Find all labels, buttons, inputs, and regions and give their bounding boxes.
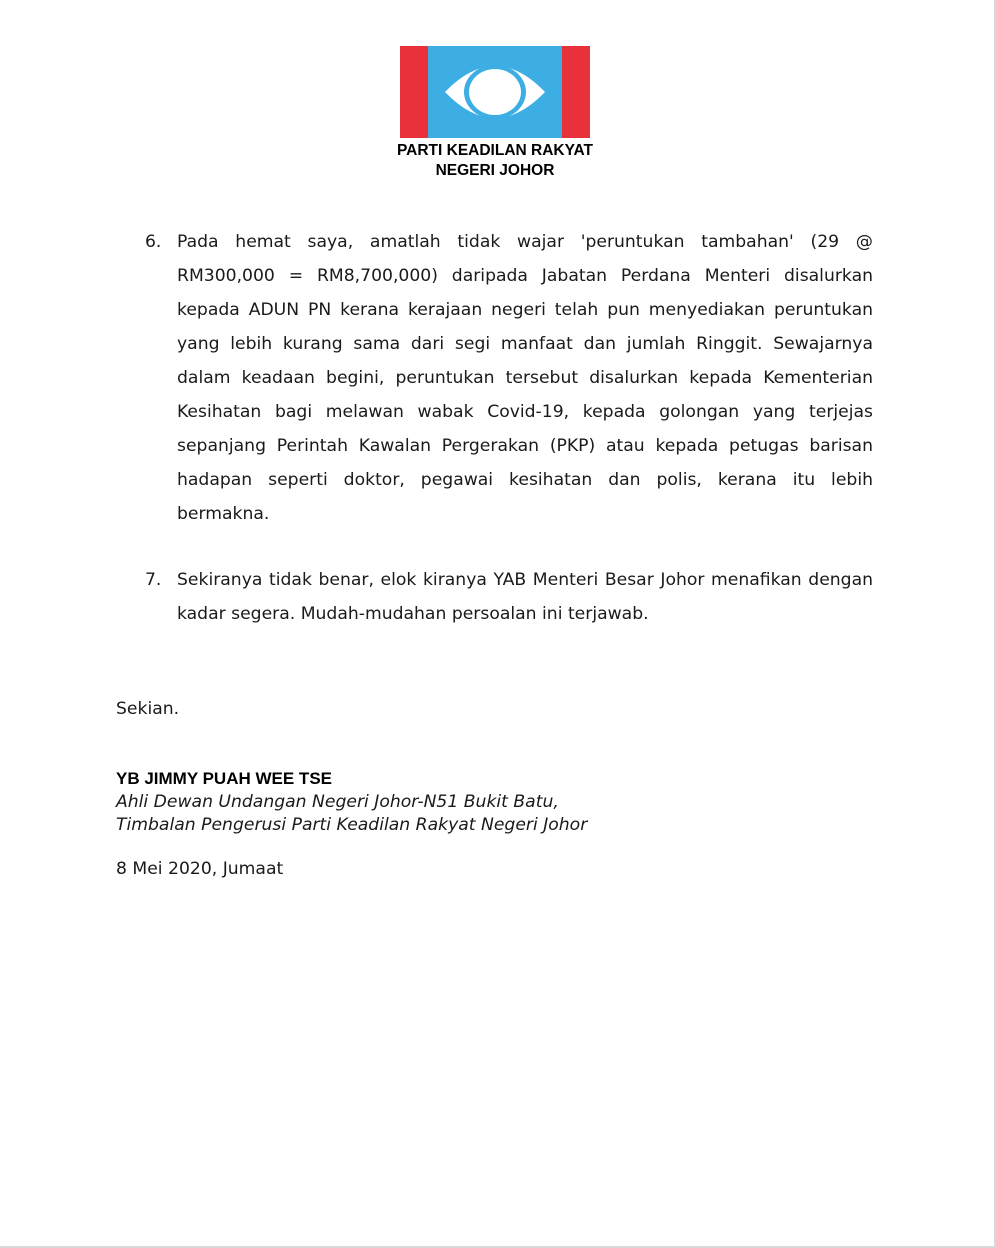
paragraph-text: Sekiranya tidak benar, elok kiranya YAB Menteri Besar Johor menafikan dengan kadar segera. Mudah-mudahan persoalan ini terjawab. (177, 570, 873, 624)
org-name-line1: PARTI KEADILAN RAKYAT (396, 142, 594, 159)
signatory-title-line1: Ahli Dewan Undangan Negeri Johor-N51 Bukit Batu, (116, 792, 559, 812)
paragraph-6 (145, 225, 873, 531)
signatory-name: YB JIMMY PUAH WEE TSE (116, 769, 332, 788)
party-logo-icon (400, 46, 590, 138)
paragraph-number: 7. (145, 570, 162, 590)
paragraph-number: 6. (145, 232, 162, 252)
paragraph-text: Pada hemat saya, amatlah tidak wajar 'peruntukan tambahan' (29 @ RM300,000 = RM8,700,000) daripada Jabatan Perdana Menteri disalurkan kepada ADUN PN kerana kerajaan negeri telah pun menyediakan peruntukan yang lebih kurang sama dari segi manfaat dan jumlah Ringgit. Sewajarnya dalam keadaan begini, peruntukan tersebut disalurkan kepada Kementerian Kesihatan bagi melawan wabak Covid-19, kepada golongan yang terjejas sepanjang Perintah Kawalan Pergerakan (PKP) atau kepada petugas barisan hadapan seperti doktor, pegawai kesihatan dan polis, kerana itu lebih bermakna. (177, 232, 873, 524)
org-name-line2: NEGERI JOHOR (435, 162, 555, 179)
document-date: 8 Mei 2020, Jumaat (116, 859, 284, 879)
paragraph-7 (145, 563, 873, 631)
signatory-title-line2: Timbalan Pengerusi Parti Keadilan Rakyat Negeri Johor (116, 815, 588, 835)
closing-text: Sekian. (116, 699, 180, 719)
